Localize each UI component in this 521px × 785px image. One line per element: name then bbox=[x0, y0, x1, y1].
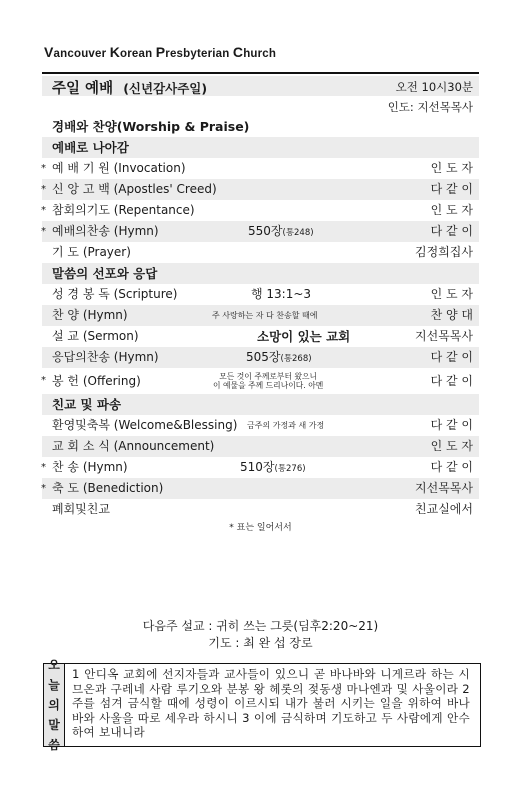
order-item-detail: 550장(통248) bbox=[248, 224, 314, 238]
order-item-name: 응답의찬송 (Hymn) bbox=[52, 350, 159, 364]
standing-star-icon: * bbox=[41, 483, 46, 494]
offering-prayer bbox=[213, 372, 323, 390]
order-item-name: 기 도 (Prayer) bbox=[52, 245, 131, 259]
order-item-role: 지선목목사 bbox=[415, 481, 473, 495]
standing-star-icon: * bbox=[41, 184, 46, 195]
order-item-name: 봉 헌 (Offering) bbox=[52, 374, 141, 388]
order-item-role: 지선목목사 bbox=[415, 329, 473, 343]
order-item-note: 주 사랑하는 자 다 찬송할 때에 bbox=[212, 311, 318, 320]
order-item-role: 다 같 이 bbox=[430, 374, 473, 388]
order-row bbox=[42, 499, 479, 520]
order-item-detail: 행 13:1~3 bbox=[251, 287, 312, 301]
service-subtitle: (신년감사주일) bbox=[123, 81, 208, 96]
section-heading bbox=[42, 137, 479, 158]
hymn-old-number: (통268) bbox=[280, 354, 312, 364]
order-item-role: 인 도 자 bbox=[430, 203, 473, 217]
order-item-name: 교 회 소 식 (Announcement) bbox=[52, 439, 215, 453]
today-word-label-char: 오 bbox=[48, 658, 60, 672]
offering-prayer-line: 모든 것이 주께로부터 왔으니 bbox=[219, 372, 318, 381]
next-week-prayer: 기도 : 최 완 섭 장로 bbox=[208, 636, 313, 650]
offering-prayer-line: 이 예물을 주께 드리나이다. 아멘 bbox=[213, 381, 324, 390]
today-word-text: 1 안디옥 교회에 선지자들과 교사들이 있으니 곧 바나바와 니게르라 하는 시므온과 구레네 사람 루기오와 분봉 왕 헤롯의 젖동생 마나엔과 및 사울이라 2 주를 섬겨 금식할 때에 성령이 이르시되 내가 불러 시키는 일을 위하여 바나바와 사울을 따로 세우라 하시니 3 이에 금식하며 기도하고 두 사람에게 안수하여 보내니라 bbox=[72, 667, 470, 739]
standing-star-icon: * bbox=[41, 163, 46, 174]
church-name: Vancouver Korean Presbyterian Church bbox=[44, 44, 277, 60]
order-item-name: 참회의기도 (Repentance) bbox=[52, 203, 195, 217]
order-item-note: 금주의 가정과 새 가정 bbox=[247, 421, 325, 430]
today-word-label-char: 의 bbox=[48, 698, 60, 712]
next-week bbox=[0, 618, 521, 652]
order-row bbox=[42, 158, 479, 179]
order-row bbox=[42, 221, 479, 242]
order-item-role: 다 같 이 bbox=[430, 182, 473, 196]
order-item-role: 다 같 이 bbox=[430, 224, 473, 238]
order-item-name: 성 경 봉 독 (Scripture) bbox=[52, 287, 178, 301]
hymn-old-number: (통248) bbox=[282, 228, 314, 238]
order-row bbox=[42, 326, 479, 347]
order-of-worship bbox=[42, 116, 479, 520]
section-heading bbox=[42, 116, 479, 137]
order-row bbox=[42, 200, 479, 221]
service-leader: 인도: 지선목목사 bbox=[387, 100, 473, 114]
order-row bbox=[42, 457, 479, 478]
order-row bbox=[42, 179, 479, 200]
today-word-box bbox=[43, 658, 481, 752]
order-item-name: 환영및축복 (Welcome&Blessing) bbox=[52, 418, 238, 432]
section-title: 예배로 나아감 bbox=[52, 140, 129, 155]
order-row bbox=[42, 368, 479, 394]
section-title: 말씀의 선포와 응답 bbox=[52, 266, 158, 281]
standing-star-icon: * bbox=[41, 462, 46, 473]
today-word-label bbox=[44, 658, 65, 752]
order-item-detail: 505장(통268) bbox=[246, 350, 312, 364]
header-rule bbox=[42, 72, 479, 74]
order-item-name: 찬 송 (Hymn) bbox=[52, 460, 128, 474]
today-word-label-char: 씀 bbox=[48, 738, 60, 752]
service-time: 오전 10시30분 bbox=[395, 80, 473, 94]
standing-star-icon: * bbox=[41, 205, 46, 216]
today-word-label-char: 말 bbox=[48, 718, 60, 732]
order-item-name: 폐회및친교 bbox=[52, 502, 110, 516]
order-item-name: 예배의찬송 (Hymn) bbox=[52, 224, 159, 238]
order-row bbox=[42, 242, 479, 263]
order-item-role: 인 도 자 bbox=[430, 287, 473, 301]
today-word-label-char: 늘 bbox=[48, 678, 60, 692]
order-item-role: 다 같 이 bbox=[430, 350, 473, 364]
order-item-role: 다 같 이 bbox=[430, 460, 473, 474]
order-row bbox=[42, 347, 479, 368]
order-row bbox=[42, 305, 479, 326]
service-header bbox=[42, 76, 479, 96]
section-title: 친교 및 파송 bbox=[52, 397, 122, 412]
order-item-name: 신 앙 고 백 (Apostles' Creed) bbox=[52, 182, 217, 196]
order-item-role: 찬 양 대 bbox=[430, 308, 473, 322]
order-item-name: 예 배 기 원 (Invocation) bbox=[52, 161, 186, 175]
order-row bbox=[42, 478, 479, 499]
order-item-detail: 510장(통276) bbox=[240, 460, 306, 474]
standing-star-icon: * bbox=[41, 375, 46, 386]
order-row bbox=[42, 284, 479, 305]
order-item-role: 인 도 자 bbox=[430, 439, 473, 453]
order-item-name: 축 도 (Benediction) bbox=[52, 481, 164, 495]
order-item-name: 설 교 (Sermon) bbox=[52, 329, 139, 343]
order-row bbox=[42, 436, 479, 457]
order-row bbox=[42, 415, 479, 436]
order-item-role: 김정희집사 bbox=[415, 245, 473, 259]
standing-star-icon: * bbox=[41, 226, 46, 237]
order-item-role: 인 도 자 bbox=[430, 161, 473, 175]
hymn-old-number: (통276) bbox=[274, 464, 306, 474]
section-heading bbox=[42, 394, 479, 415]
sermon-title: 소망이 있는 교회 bbox=[257, 329, 351, 344]
next-week-sermon: 다음주 설교 : 귀히 쓰는 그릇(딤후2:20~21) bbox=[142, 619, 379, 633]
standing-note: * 표는 일어서서 bbox=[229, 523, 292, 533]
service-title: 주일 예배 (신년감사주일) bbox=[52, 81, 208, 97]
section-heading bbox=[42, 263, 479, 284]
order-item-name: 찬 양 (Hymn) bbox=[52, 308, 128, 322]
order-item-role: 다 같 이 bbox=[430, 418, 473, 432]
section-title: 경배와 찬양(Worship & Praise) bbox=[52, 119, 250, 134]
order-item-role: 친교실에서 bbox=[415, 502, 473, 516]
